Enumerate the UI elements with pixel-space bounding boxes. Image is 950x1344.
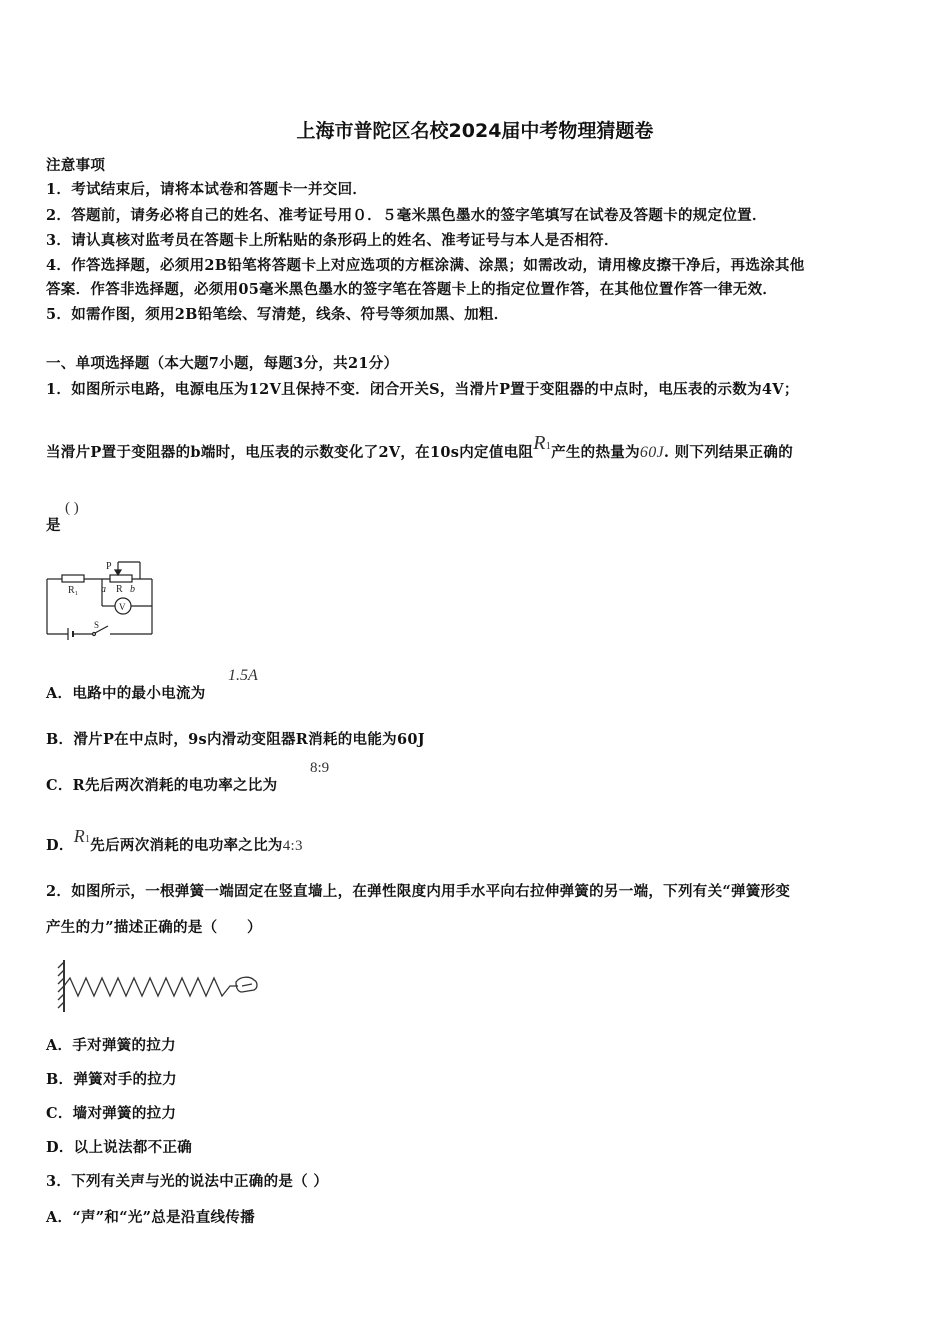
q1-stem-text: . 则下列结果正确的: [663, 444, 794, 461]
r1-letter: R: [533, 432, 546, 454]
q1-option-b[interactable]: B．滑片P在中点时，9s内滑动变阻器R消耗的电能为60J: [46, 731, 425, 748]
notice-item: 答案．作答非选择题，必须用05毫米黑色墨水的签字笔在答题卡上的指定位置作答，在其他位置作答一律无效．: [46, 281, 778, 298]
r1-subscript: 1: [545, 441, 552, 452]
r1-symbol: [533, 432, 551, 454]
notice-item: 4．作答选择题，必须用2B铅笔将答题卡上对应选项的方框涂满、涂黑；如需改动，请用橡皮擦干净后，再选涂其他: [46, 257, 805, 274]
option-text: A．电路中的最小电流为: [46, 685, 206, 702]
spring-coil: [64, 978, 238, 996]
r1-letter: R: [73, 826, 85, 846]
r-label: R: [116, 584, 123, 595]
notice-item: 3．请认真核对监考员在答题卡上所粘贴的条形码上的姓名、准考证号与本人是否相符．: [46, 232, 619, 249]
hand-icon: [236, 977, 257, 992]
heat-value: 60J: [639, 444, 664, 461]
option-letter: D．: [46, 837, 74, 854]
option-text: 先后两次消耗的电功率之比为: [90, 837, 283, 854]
q1-stem-line1: 1．如图所示电路，电源电压为12V且保持不变．闭合开关S，当滑片P置于变阻器的中点时，电压表的示数为4V；: [46, 381, 799, 398]
notice-item: 5．如需作图，须用2B铅笔绘、写清楚，线条、符号等须加黑、加粗．: [46, 306, 509, 323]
q1-stem-line3: 是: [46, 517, 61, 534]
q2-stem-line2: 产生的力”描述正确的是（ ）: [46, 919, 262, 936]
q1-option-d[interactable]: [46, 826, 303, 855]
notice-heading: 注意事项: [46, 157, 106, 174]
q1-stem-text: 产生的热量为: [551, 444, 640, 461]
r1-symbol: [74, 826, 91, 846]
q2-stem-line1: 2．如图所示，一根弹簧一端固定在竖直墙上，在弹性限度内用手水平向右拉伸弹簧的另一端，下列有关“弹簧形变: [46, 883, 791, 900]
q1-stem-text: 当滑片P置于变阻器的b端时，电压表的示数变化了2V，在10s内定值电阻: [46, 444, 534, 461]
r1-label: R₁: [68, 585, 79, 596]
q1-option-c[interactable]: [46, 774, 277, 795]
page-title: 上海市普陀区名校2024届中考物理猜题卷: [296, 120, 654, 142]
spring-diagram: [56, 956, 264, 1020]
section-heading: 一、单项选择题（本大题7小题，每题3分，共21分）: [46, 355, 399, 372]
a-label: a: [101, 584, 106, 595]
q1-option-a[interactable]: [46, 682, 206, 703]
option-text: C．R先后两次消耗的电功率之比为: [46, 777, 278, 794]
slider-arrow: [115, 570, 121, 575]
r1-resistor: [62, 575, 84, 582]
s-label: S: [94, 620, 100, 630]
b-label: b: [130, 584, 135, 595]
q3-stem: 3．下列有关声与光的说法中正确的是（ ）: [46, 1173, 329, 1190]
option-c-value: 8:9: [310, 760, 330, 776]
notice-item: 1．考试结束后，请将本试卷和答题卡一并交回．: [46, 181, 368, 198]
rheostat: [110, 575, 132, 582]
q3-option-a[interactable]: A．“声”和“光”总是沿直线传播: [46, 1209, 255, 1226]
q2-option-c[interactable]: C．墙对弹簧的拉力: [46, 1105, 177, 1122]
p-label: P: [106, 561, 112, 572]
notice-item: 2．答题前，请务必将自己的姓名、准考证号用０．５毫米黑色墨水的签字笔填写在试卷及答题卡的规定位置．: [46, 207, 767, 224]
q2-option-d[interactable]: D．以上说法都不正确: [46, 1139, 193, 1156]
q2-option-a[interactable]: A．手对弹簧的拉力: [46, 1037, 176, 1054]
q1-stem-line2: [46, 432, 794, 463]
answer-paren: ( ): [65, 500, 79, 516]
circuit-diagram: [44, 560, 160, 640]
r1-subscript: 1: [84, 834, 91, 845]
option-d-value: 4:3: [282, 838, 303, 854]
option-a-value: 1.5A: [228, 667, 258, 684]
v-label: V: [119, 602, 126, 612]
q2-option-b[interactable]: B．弹簧对手的拉力: [46, 1071, 177, 1088]
